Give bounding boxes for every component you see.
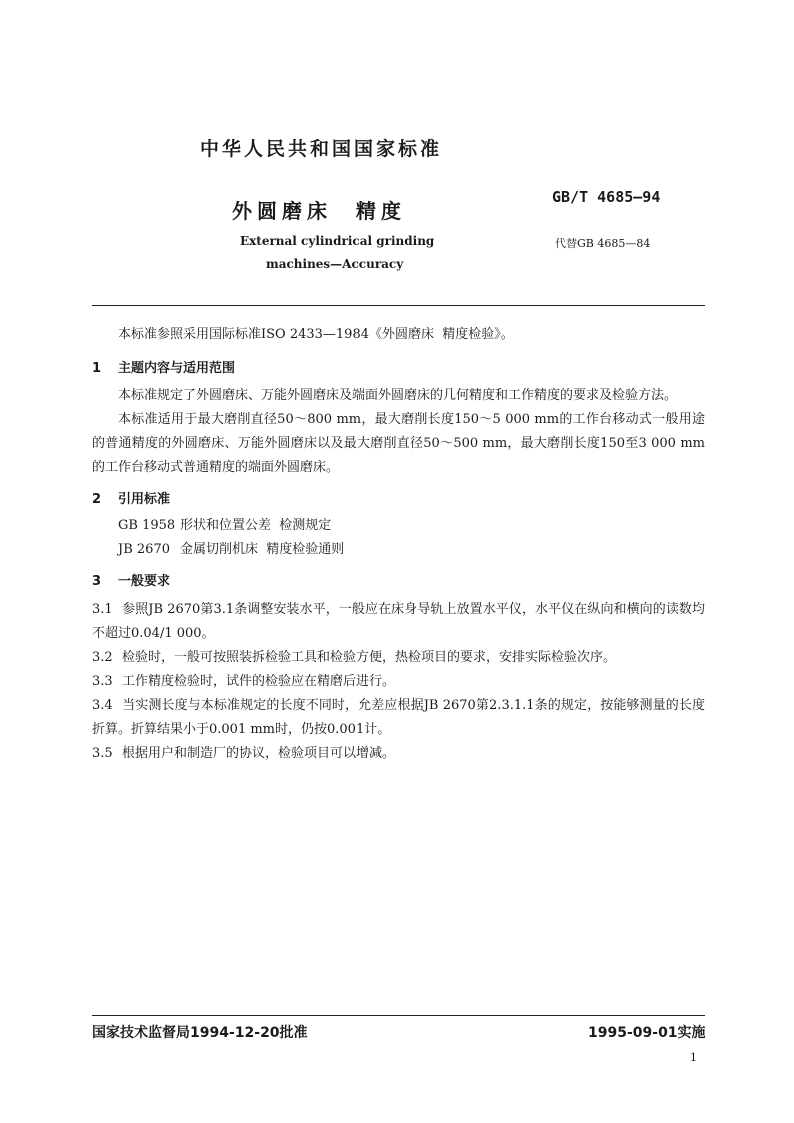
item-number: 3.3 [92,674,113,689]
section-number: 2 [92,492,102,507]
section-2-heading [92,488,170,507]
section-title: 主题内容与适用范围 [118,361,236,376]
item-number: 3.5 [92,746,113,761]
section-3-heading [92,570,170,589]
standard-title-en-line1: External cylindrical grinding [240,234,435,248]
section-title: 引用标准 [118,492,171,507]
section-1-paragraph: 本标准适用于最大磨削直径50～800 mm，最大磨削长度150～5 000 mm的工作台移动式一般用途的普通精度的外圆磨床、万能外圆磨床以及最大磨削直径50～500 mm，最大磨削长度150至3 000 mm的工作台移动式普通精度的端面外圆磨床。 [92,412,705,475]
item-text: 根据用户和制造厂的协议，检验项目可以增减。 [122,746,396,761]
section-title: 一般要求 [118,574,171,589]
requirement-item [92,670,705,694]
reference-item [118,514,331,538]
implementation-date: 1995-09-01实施 [588,1025,706,1041]
standard-code: GB/T 4685—94 [552,188,661,206]
requirement-item [92,742,705,766]
replaces-standard: 代替GB 4685—84 [555,237,651,250]
reference-code: GB 1958 [118,518,176,533]
reference-text: 形状和位置公差 检测规定 [180,518,332,533]
section-number: 1 [92,361,102,376]
item-text: 当实测长度与本标准规定的长度不同时，允差应根据JB 2670第2.3.1.1条的规定，按能够测量的长度折算。折算结果小于0.001 mm时，仍按0.001计。 [92,698,705,737]
reference-code: JB 2670 [118,542,170,557]
item-text: 参照JB 2670第3.1条调整安装水平，一般应在床身导轨上放置水平仪，水平仪在纵向和横向的读数均不超过0.04/1 000。 [92,602,705,641]
item-number: 3.4 [92,698,113,713]
national-standard-title: 中华人民共和国国家标准 [200,138,443,160]
requirement-item [92,694,705,742]
reference-text: 金属切削机床 精度检验通则 [180,542,345,557]
item-number: 3.1 [92,602,113,617]
standard-title-en-line2: machines—Accuracy [266,257,404,271]
footer-divider [92,1015,705,1016]
section-1-paragraph: 本标准规定了外圆磨床、万能外圆磨床及端面外圆磨床的几何精度和工作精度的要求及检验方法。 [118,388,678,403]
requirement-item [92,646,705,670]
item-number: 3.2 [92,650,113,665]
requirement-item [92,598,705,646]
page-number: 1 [690,1051,697,1064]
section-1-heading [92,357,235,376]
header-divider [92,305,705,306]
preface: 本标准参照采用国际标准ISO 2433—1984《外圆磨床 精度检验》。 [118,327,514,342]
standard-title-cn: 外圆磨床 精度 [232,199,406,223]
approval-line: 国家技术监督局1994-12-20批准 [92,1025,308,1041]
item-text: 检验时，一般可按照装拆检验工具和检验方便，热检项目的要求，安排实际检验次序。 [122,650,617,665]
reference-item [118,538,344,562]
item-text: 工作精度检验时，试件的检验应在精磨后进行。 [122,674,396,689]
section-number: 3 [92,574,102,589]
